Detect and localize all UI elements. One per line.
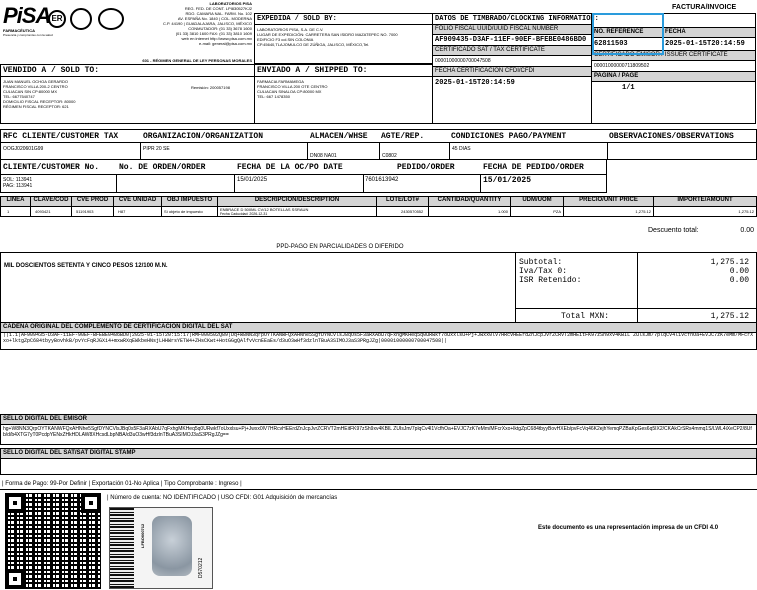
reference-value: 62811503 [594, 40, 628, 48]
isr-label: ISR Retenido: [519, 276, 582, 285]
fecha-value: 2025-01-15T20:14:59 [665, 40, 745, 48]
row-clave: 4093421 [31, 207, 72, 217]
footer-payment-line: | Forma de Pago: 99-Por Definir | Exportación 01-No Aplica | Tipo Comprobante : Ingreso | [2, 481, 242, 487]
sold-to-header: VENDIDO A / SOLD TO: [1, 65, 254, 77]
row-uom: PZA [511, 207, 564, 217]
cfdi-representation-note: Este documento es una representación impresa de un CFDI 4.0 [538, 525, 719, 531]
sat-seal-text [1, 459, 756, 461]
agent-header: AGTE/REP. [381, 132, 425, 141]
customer-info-row [0, 129, 757, 160]
doc-title: FACTURA/INVOICE [672, 4, 737, 11]
er-seal-icon: ER [48, 10, 66, 28]
issuer-line: C.P. 44190 | GUADALAJARA, JALISCO, MÉXICO [163, 21, 252, 26]
page-label: PAGINA / PAGE [592, 72, 755, 82]
cert-date-value: 2025-01-15T20:14:59 [435, 79, 515, 87]
rfc-value: OOGJ020601G99 [3, 146, 44, 152]
qr-code [5, 493, 101, 589]
page-value: 1/1 [622, 84, 635, 92]
discount-value: 0.00 [740, 227, 754, 234]
whse-value: DN08 NA01 [310, 153, 337, 159]
col-price: PRECIO/UNIT PRICE [564, 197, 654, 206]
table-row [1, 207, 756, 217]
sold-to-line: JUAN MANUEL OCHOA GERARDO [3, 79, 68, 84]
issuer-name: LABORATORIOS PISA [209, 1, 252, 6]
col-desc: DESCRIPCION/DESCRIPTION [218, 197, 377, 206]
amount-words-box [0, 252, 757, 323]
original-chain-header: CADENA ORIGINAL DEL COMPLEMENTO DE CERTIFICACIÓN DIGITAL DEL SAT [1, 323, 756, 333]
sold-to-line: RÉGIMEN FISCAL RECEPTOR: 621 [3, 104, 69, 109]
product-label-image [109, 507, 213, 589]
logo-tagline: Presencia y compromiso con la salud [3, 33, 53, 37]
amount-in-words: MIL DOSCIENTOS SETENTA Y CINCO PESOS 12/100 M.N. [4, 263, 168, 269]
issuer-line: AV. ESPAÑA No. 1840 | COL. MODERNA [177, 16, 252, 21]
label-serial: D570212 [198, 557, 204, 578]
sold-to-line: DOMICILIO FISCAL RECEPTOR: 80000 [3, 99, 76, 104]
col-lote: LOTE/LOT# [377, 197, 429, 206]
col-prod: CVE PROD [72, 197, 114, 206]
shipped-to-line: FARMACIA FARMAMEGA [257, 79, 304, 84]
items-table [0, 196, 757, 217]
tax-label: Iva/Tax 0: [519, 267, 568, 276]
reference-label: NO. REFERENCE [592, 28, 662, 38]
cert-issuer-label: CERTIFICADO EMISOR / ISSUER CERTIFICATE [592, 51, 755, 61]
subtotal-value: 1,275.12 [710, 258, 749, 267]
cert-issuer-value: 00001000000711809502 [592, 61, 755, 72]
cert-sat-value: 00001000000700047508 [433, 56, 591, 67]
sold-by-line: LABORATORIOS PISA, S.A. DE C.V. [257, 27, 324, 32]
issuer-block [120, 1, 252, 46]
original-chain-text: ||1.1|AF909435-D3AF-11EF-90EF-BFEBE0486BD0|2025-01-15T20:15:17|RMF000502Q89|Dq+W8NN3qrpOYTKANWFQxAHNhe5SgfDYNCvlsJ8qOs5F3aRXAbU7qFxhgMKHeq5q0URwkf7oUxxlsu+Pj+Jwxx0lV7HRcvHEErdZnJcpJvrZCRVT2mHEitFK97zSh9xv4KBIL ZUlsJm/7plqCv4l1VcfhOa+EVJC7zK7eMm/MFcrXxo+lktgZpC684tbyyBovhkB/pvYcFqRJGXi4+mxwRXqEWkbeHNsjLHHWrsYETW4+ZHsCKwt+HotGGgQAlfvVcnEEaEs/d3uO3wHf3dzlnTBuA3SIMOJ3aS3PRgJZg|00001000000700047508|| [3, 333, 754, 344]
hologram-seal [152, 516, 192, 576]
issuer-line: (01 33) 3810 1600 FAX: (01 33) 3810 1609 [175, 31, 252, 36]
sold-to-line: FRANCISCO VILLA 200-2 CENTRO [3, 84, 68, 89]
qr-finder-tl [5, 493, 25, 513]
remittance: Remisión: 200057198 [191, 85, 230, 90]
row-linea: 1 [1, 207, 31, 217]
qr-finder-tr [81, 493, 101, 513]
label-barcode-strip [110, 508, 134, 588]
col-obj: OBJ IMPUESTO [162, 197, 218, 206]
obs-header: OBSERVACIONES/OBSERVATIONS [609, 132, 734, 141]
po-date-header: FECHA DE LA OC/PO DATE [237, 163, 343, 172]
fecha-label: FECHA [663, 28, 755, 38]
sat-seal-box [0, 448, 757, 475]
row-prod: 51191903 [72, 207, 114, 217]
org-value: PIPR 20 SE [143, 146, 170, 152]
cert-date-label: FECHA CERTIFICACIÓN CFDI/CFDI [433, 67, 591, 77]
sold-to-box [0, 64, 255, 124]
col-unidad: CVE UNIDAD [114, 197, 162, 206]
whse-header: ALMACEN/WHSE [310, 132, 368, 141]
pedido-header: PEDIDO/ORDER [397, 163, 455, 172]
row-amount: 1,275.12 [738, 209, 754, 214]
issuer-line: RDO. CAMARA NAL. FARM. No. 102 [185, 11, 252, 16]
sat-seal-header: SELLO DIGITAL DEL SAT/SAT DIGITAL STAMP [1, 449, 756, 459]
col-qty: CANTIDAD/QUANTITY [429, 197, 511, 206]
reference-highlight [592, 13, 664, 55]
issuer-line: e-mail: general@pisa.com.mx [199, 41, 252, 46]
row-desc: ENBRACE D 500ML CV/12 BOTELLAS SSRAUN [220, 207, 309, 212]
payment-header: CONDICIONES PAGO/PAYMENT [451, 132, 567, 141]
row-unidad: H87 [114, 207, 162, 217]
sold-to-line: TEL: 6677540747 [3, 94, 35, 99]
folio-label: FOLIO FISCAL UUID/UUID FISCAL NUMBER [433, 25, 591, 35]
issuer-seal-text: hg+W8NN3QrpOYTKANWFQxAHNhe5SgfDYNCVlsJBq0s5F3aRXAbU7qFxhgMKHeq5q0URwkf7oUxxlsu+Pj+Jwxx0lV7HRcvHEErdZnJcpJvrZCRVT2mHEitFK97zSh9xv4KBIL ZUIsJm/7plqCv4l1VcfhOa+EVJC7zK7eMm/MFcrXxo+lktgZpC684tbyyBovHXEb/pvFcVq46K2ejhYemqPZBaKpGes6q5IX2/CKAkCrSRs4mmq1S/LWL4iXeCP2/8Ufb/d/b4XTG7yT0PcdpYENxZHkHDLAW8XHcsdLbpNBA/d3uO3wHf3dzlnTBuA3SIMOJ3aS3PRgJZg== [3, 426, 752, 438]
org-header: ORGANIZACION/ORGANIZATION [143, 132, 264, 141]
subtotal-label: Subtotal: [519, 258, 563, 267]
row-price: 1,275.12 [564, 207, 654, 217]
sold-by-line: CP.45640,TLAJOMULCO DE ZÚÑIGA, JALISCO, MÉXICO,Tel. [257, 42, 370, 47]
col-linea: LINEA [1, 197, 31, 206]
total-value: 1,275.12 [710, 312, 749, 321]
issuer-seal-box [0, 414, 757, 445]
tax-value: 0.00 [729, 267, 749, 276]
total-label: Total MXN: [561, 312, 610, 321]
shipped-to-box [254, 64, 433, 124]
sold-to-line: CULIACAN SIN CP:80000 MX [3, 89, 58, 94]
rfc-header: RFC CLIENTE/CUSTOMER TAX [3, 132, 119, 141]
label-code: LFBO000712 [140, 523, 145, 548]
payment-value: 45 DIAS [452, 146, 471, 152]
order-info-row [0, 160, 607, 193]
col-uom: UDM/UOM [511, 197, 564, 206]
footer-account-line: | Número de cuenta: NO IDENTIFICADO | USO CFDI: G01 Adquisición de mercancías [107, 495, 338, 501]
issuer-line: web en internet http://www.pisa.com.mx [181, 36, 252, 41]
shipped-to-header: ENVIADO A / SHIPPED TO: [255, 65, 432, 77]
logo-text: PiSA [3, 3, 51, 28]
row-qty: 1.000 [429, 207, 511, 217]
sold-by-line: EDIFICIO F3 col.SIN COLONIA [257, 37, 314, 42]
po-date-value: 15/01/2025 [237, 177, 268, 183]
shipped-to-line: CULIACAN SINALOA CP:80000 MX [257, 89, 322, 94]
issuer-line: CONMUTADOR: (01 33) 3678 1600 [188, 26, 252, 31]
customer-sol: SOL: 113941 [3, 177, 33, 183]
stamp-header: DATOS DE TIMBRADO/CLOCKING INFORMATION: [255, 14, 591, 25]
discount-label: Descuento total: [648, 227, 699, 234]
customer-pag: PAG: 113941 [3, 183, 33, 189]
payment-method-note: PPD-PAGO EN PARCIALIDADES O DIFERIDO [276, 244, 404, 250]
cert-sat-label: CERTIFICADO SAT / TAX CERTIFICATE [433, 46, 591, 56]
pedido-date-header: FECHA DE PEDIDO/ORDER [483, 163, 584, 172]
original-chain-box [0, 323, 757, 350]
order-header: No. DE ORDEN/ORDER [119, 163, 206, 172]
row-desc-expiry: Fecha Caducidad: 2026-12-31 [220, 212, 268, 216]
folio-value: AF909435-D3AF-11EF-90EF-BFEBE0486BD0 [433, 35, 591, 46]
items-header-row [1, 197, 756, 207]
isr-value: 0.00 [729, 276, 749, 285]
logo-sub: FARMACÉUTICA [3, 28, 35, 33]
row-desc-cell [218, 207, 377, 217]
ema-seal-icon [70, 8, 92, 30]
issuer-seal-header: SELLO DIGITAL DEL EMISOR [1, 415, 756, 425]
col-clave: CLAVE/COD [31, 197, 72, 206]
row-obj: Sí objeto de impuesto [162, 207, 218, 217]
pedido-value: 7601613942 [365, 177, 399, 183]
sold-by-line: LUGAR DE EXPEDICIÓN: CARRETERA SAN ISIDRO MAZATEPEC NO. 7000 [257, 32, 398, 37]
pisa-logo [3, 3, 53, 37]
issuer-line: REG. FED. DE CONT. LPI830527KJ2 [184, 6, 252, 11]
issuer-regime: 601 - RÉGIMEN GENERAL DE LEY PERSONAS MORALES [142, 58, 252, 63]
row-lote: 2430570552 [377, 207, 429, 217]
col-amount: IMPORTE/AMOUNT [677, 197, 733, 203]
shipped-to-line: TEL: 667 1478350 [257, 94, 290, 99]
sold-by-header: EXPEDIDA / SOLD BY: [255, 14, 432, 25]
agent-value: C0802 [382, 153, 397, 159]
qr-finder-bl [5, 569, 25, 589]
shipped-to-line: FRANCISCO VILLA 200 OTE CENTRO [257, 84, 328, 89]
pedido-date-value: 15/01/2025 [483, 176, 532, 185]
customer-no-header: CLIENTE/CUSTOMER No. [3, 163, 100, 172]
stamp-box [432, 13, 599, 124]
